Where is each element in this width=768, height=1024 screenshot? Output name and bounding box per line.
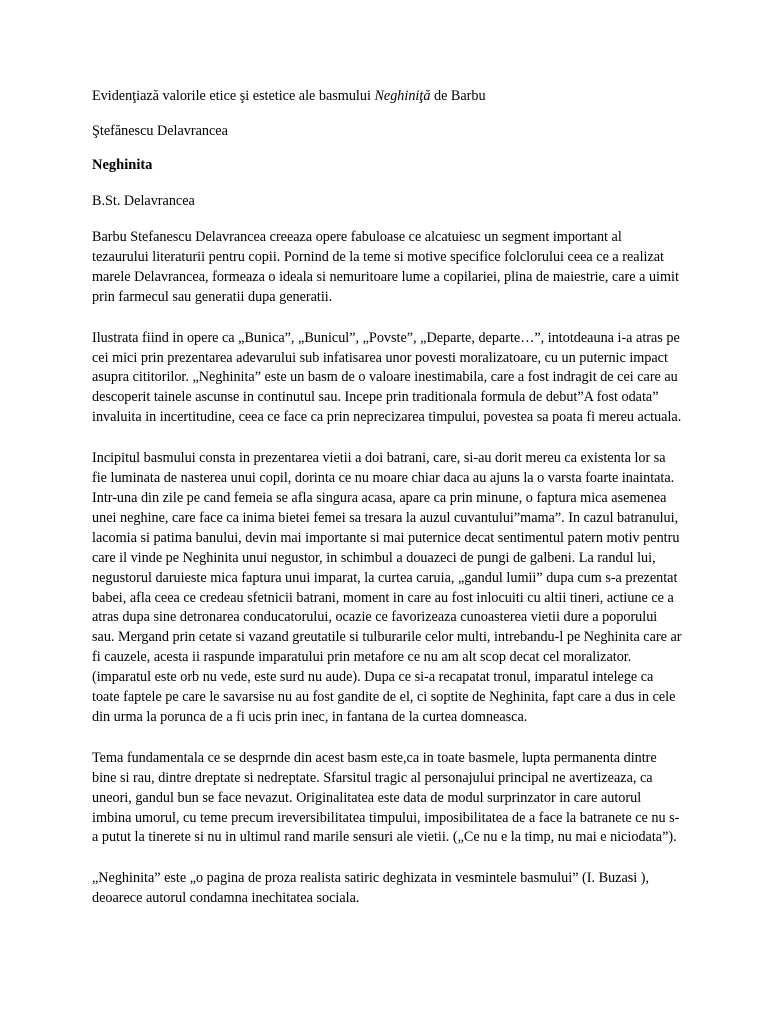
title-suffix: de Barbu <box>430 88 486 104</box>
paragraph-theme: Tema fundamentala ce se desprnde din acest basm este,ca in toate basmele, lupta permanenta dintre bine si rau, dintre dreptate si nedreptate. Sfarsitul tragic al personajului principal ne avertizeaza, ca uneori, gandul bun se face nevazut. Originalitatea este data de modul surprinzator in care autorul imbina umorul, cu teme precum ireversibilitatea timpului, imposibilitatea de a face la batranete ce nu s-a putut la tinerete si nu in ultimul rand marile sensuri ale vietii. („Ce nu e la timp, nu mai e niciodata”). <box>92 749 680 846</box>
document-title <box>92 87 682 106</box>
document-page <box>92 87 682 930</box>
title-prefix: Evidenţiază valorile etice şi estetice ale basmului <box>92 88 375 104</box>
story-heading: Neghinita <box>92 157 153 173</box>
story-byline: B.St. Delavrancea <box>92 193 195 209</box>
paragraph-conclusion: „Neghinita” este „o pagina de proza realista satiric deghizata in vesmintele basmului” (I. Buzasi ), deoarece autorul condamna inechitatea sociala. <box>92 870 650 907</box>
paragraph-intro: Barbu Stefanescu Delavrancea creeaza opere fabuloase ce alcatuiesc un segment important al tezaurului literaturii pentru copii. Pornind de la teme si motive specifice folclorului ceea ce a realizat marele Delavrancea, formeaza o ideala si nemuritoare lume a copilariei, plina de maiestrie, care a uimit prin farmecul sau generatii dupa generatii. <box>92 229 679 305</box>
title-work: Neghiniţă <box>374 88 431 104</box>
paragraph-works: Ilustrata fiind in opere ca „Bunica”, „Bunicul”, „Povste”, „Departe, departe…”, intotdeauna i-a atras pe cei mici prin prezentarea adevarului sub infatisarea unor povesti moralizatoare, cu un puternic impact asupra cititorilor. „Neghinita” este un basm de o valoare inestimabila, care a fost indragit de cei care au descoperit tainele ascunse in continutul sau. Incepe prin traditionala formula de debut”A fost odata” invaluita in incertitudine, ceea ce face ca prin neprecizarea timpului, povestea sa poata fi mereu actuala. <box>92 329 682 426</box>
document-title-author: Ştefănescu Delavrancea <box>92 123 228 139</box>
paragraph-plot: Incipitul basmului consta in prezentarea vietii a doi batrani, care, si-au dorit mereu ca existenta lor sa fie luminata de nasterea unui copil, dorinta ce nu moare chiar daca au ajuns la o varsta foarte inaintata. Intr-una din zile pe cand femeia se afla singura acasa, apare ca prin minune, o faptura mica asemenea unei neghine, care face ca inima bietei femei sa tresara la auzul cuvantului”mama”. In cazul batranului, lacomia si patima banului, devin mai importante si mai puternice decat sentimentul patern motiv pentru care il vinde pe Neghinita unui negustor, in schimbul a douazeci de pungi de galbeni. La randul lui, negustorul daruieste mica faptura unui imparat, la curtea caruia, „gandul lumii” dupa cum s-a prezentat babei, afla ceea ce credeau sfetnicii batrani, moment in care au fost inlocuiti cu altii tineri, actiune ce a atras dupa sine detronarea conducatorului, ocazie ce favorizeaza cunoasterea vietii dure a poporului sau. Mergand prin cetate si vazand greutatile si tulburarile celor multi, intrebandu-l pe Neghinita care ar fi cauzele, acesta ii raspunde imparatului prin metafore ce nu am alt scop decat cel moralizator. (imparatul este orb nu vede, este surd nu aude). Dupa ce si-a recapatat tronul, imparatul intelege ca toate faptele pe care le savarsise nu au fost gandite de el, ci soptite de Neghinita, fapt care a dus in cele din urma la porunca de a fi ucis prin inec, in fantana de la curtea domneasca. <box>92 450 682 725</box>
